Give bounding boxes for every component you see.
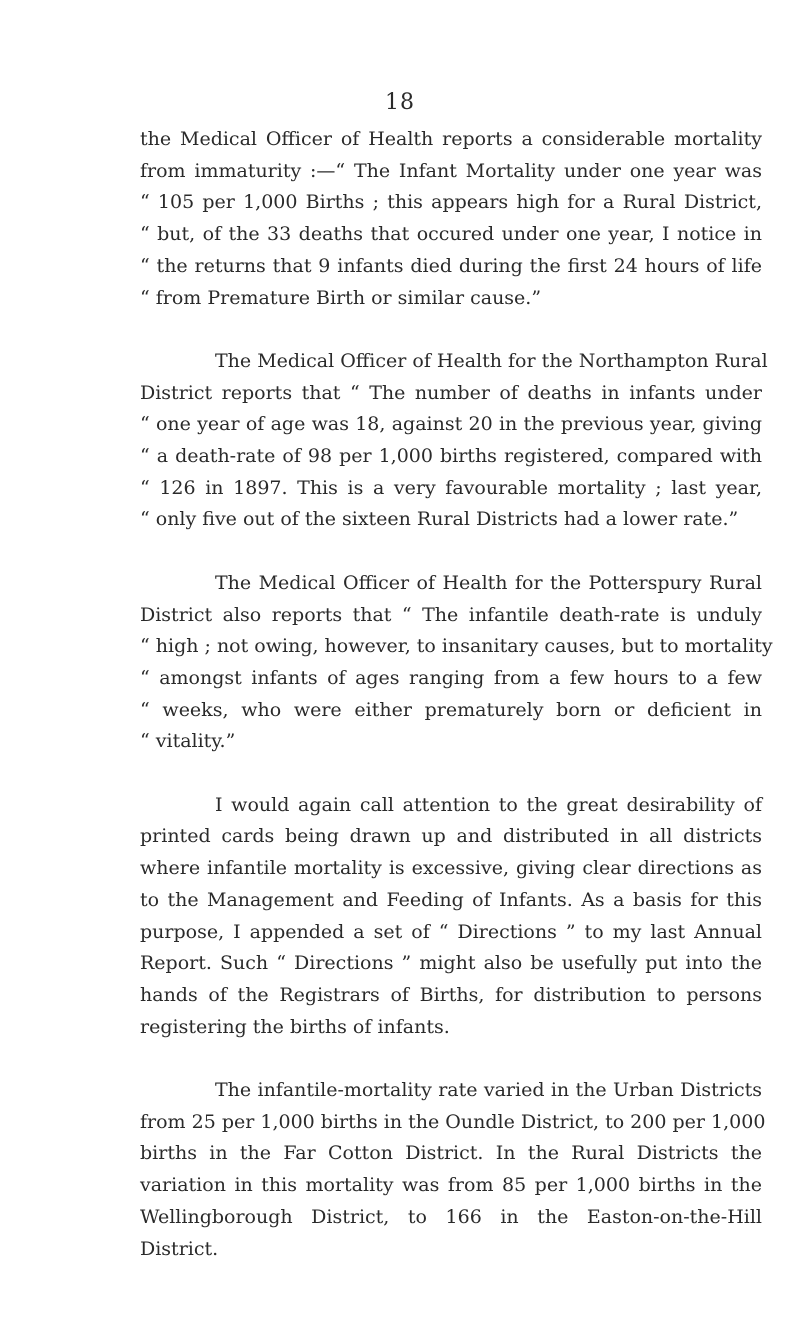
text-line: registering the births of infants. bbox=[140, 1015, 450, 1038]
text-line: “ high ; not owing, however, to insanitary causes, but to mortality bbox=[140, 635, 773, 658]
text-line: “ but, of the 33 deaths that occured under one year, I notice in bbox=[140, 223, 762, 246]
text-line: “ from Premature Birth or similar cause.” bbox=[140, 286, 542, 309]
text-line: District. bbox=[140, 1237, 219, 1260]
text-line: “ vitality.” bbox=[140, 730, 236, 753]
text-line: “ 126 in 1897. This is a very favourable mortality ; last year, bbox=[140, 476, 762, 499]
text-line: to the Management and Feeding of Infants. As a basis for this bbox=[140, 888, 762, 911]
text-line: variation in this mortality was from 85 per 1,000 births in the bbox=[140, 1174, 762, 1197]
paragraph-5 bbox=[140, 1075, 766, 1265]
text-line: hands of the Registrars of Births, for distribution to persons bbox=[140, 983, 762, 1006]
page-number: 18 bbox=[385, 90, 415, 115]
text-line: “ amongst infants of ages ranging from a few hours to a few bbox=[140, 666, 762, 689]
text-line: “ only five out of the sixteen Rural Districts had a lower rate.” bbox=[140, 508, 739, 531]
text-line: The Medical Officer of Health for the Northampton Rural bbox=[215, 349, 768, 372]
page-body bbox=[140, 124, 773, 1297]
paragraph-1 bbox=[140, 124, 762, 314]
paragraph-2 bbox=[140, 346, 768, 536]
text-line: The Medical Officer of Health for the Potterspury Rural bbox=[215, 571, 762, 594]
paragraph-3 bbox=[140, 568, 773, 758]
text-line: “ one year of age was 18, against 20 in the previous year, giving bbox=[140, 413, 762, 436]
text-line: purpose, I appended a set of “ Directions ” to my last Annual bbox=[140, 920, 762, 943]
text-line: births in the Far Cotton District. In the Rural Districts the bbox=[140, 1142, 762, 1165]
text-line: the Medical Officer of Health reports a considerable mortality bbox=[140, 128, 762, 150]
text-line: District also reports that “ The infantile death-rate is unduly bbox=[140, 603, 762, 626]
text-line: I would again call attention to the great desirability of bbox=[215, 793, 762, 816]
text-line: “ the returns that 9 infants died during the first 24 hours of life bbox=[140, 254, 762, 277]
text-line: printed cards being drawn up and distributed in all districts bbox=[140, 825, 762, 848]
text-line: “ weeks, who were either prematurely born or deficient in bbox=[140, 698, 762, 721]
text-line: “ a death-rate of 98 per 1,000 births registered, compared with bbox=[140, 445, 762, 468]
text-line: from 25 per 1,000 births in the Oundle District, to 200 per 1,000 bbox=[140, 1110, 766, 1133]
text-line: from immaturity :—“ The Infant Mortality under one year was bbox=[140, 159, 762, 182]
text-line: “ 105 per 1,000 Births ; this appears high for a Rural District, bbox=[140, 191, 762, 214]
text-line: The infantile-mortality rate varied in the Urban Districts bbox=[215, 1079, 762, 1102]
text-line: District reports that “ The number of deaths in infants under bbox=[140, 381, 762, 404]
paragraph-4 bbox=[140, 790, 762, 1044]
text-line: where infantile mortality is excessive, giving clear directions as bbox=[140, 857, 762, 880]
text-line: Report. Such “ Directions ” might also be usefully put into the bbox=[140, 952, 762, 975]
text-line: Wellingborough District, to 166 in the Easton-on-the-Hill bbox=[140, 1205, 762, 1228]
